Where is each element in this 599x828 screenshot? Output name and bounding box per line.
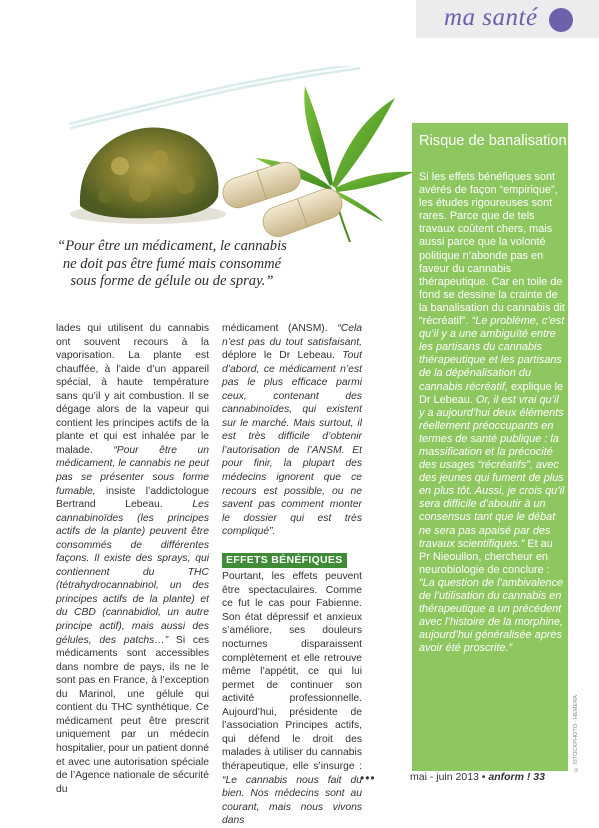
body-text: déplore le Dr Lebeau. — [222, 350, 343, 362]
quote-text: “Le cannabis nous fait du bien. Nos médecins sont au courant, mais nous vivons dans — [222, 774, 362, 827]
quote-text: “La question de l’ambivalence de l’utilisation du cannabis en thérapeutique a un précédent avec l’histoire de la morphine, aujourd’hui généralisée après avoir été proscrite.” — [419, 576, 564, 655]
quote-text: Or, il est vrai qu’il y a aujourd’hui deux éléments réellement préoccupants en termes de santé publique : la massification et la précocité des usages “récréatifs”, avec des jeunes qui fument de plus en plus tôt. Aussi, je crois qu’il sera difficile d’aboutir à un consensus tant que le débat ne sera pas apaisé par des travaux scientifiques.” — [419, 393, 565, 550]
issue-date: mai - juin 2013 • — [410, 771, 489, 783]
quote-text: “Cela n’est pas du tout satisfaisant, — [222, 323, 362, 348]
body-text: médicament (ANSM). — [222, 323, 338, 334]
quote-text: Les cannabinoïdes (les principes actifs de la plante) peuvent être consommés de différentes façons. Il existe des sprays, qui contiennent du THC (tétrahydrocannabinol, un des principes actifs de la plante) et du CBD (cannabidiol, un autre principe actif), mais aussi des gélules, des patchs…” — [56, 499, 209, 646]
pull-quote: “Pour être un médicament, le cannabis ne doit pas être fumé mais consommé sous forme de gélule ou de spray.” — [57, 238, 287, 289]
body-text: explique le Dr Lebeau. — [419, 380, 564, 406]
continuation-marker: ••• — [360, 771, 376, 785]
subheading: EFFETS BÉNÉFIQUES — [222, 553, 347, 569]
cannabis-photo — [0, 66, 418, 242]
sidebar-body — [419, 171, 566, 655]
quote-text: Tout d’abord, ce médicament n’est pas le plus efficace parmi ceux, contenant des cannabinoïdes, qui existent sur le marché. Mais surtout, il est très difficile d’obtenir l’autorisation de l’ANSM. Et pour finir, la plupart des médecins ignorent que ce recours est possible, ou ne savent pas comment monter le dossier qui est très compliqué”. — [222, 350, 362, 538]
sidebar-title: Risque de banalisation — [419, 133, 567, 149]
body-text: Pourtant, les effets peuvent être spectaculaires. Comme ce fut le cas pour Fabienne. Son état dépressif et anxieux s’améliore, ses douleurs nocturnes disparaissent complètement et elle retrouve même l’appétit, ce qui lui permet de continuer son activité professionnelle. Aujourd’hui, présidente de l’association Principes actifs, qui défend le droit des malades à utiliser du cannabis thérapeutique, elle s’insurge : — [222, 571, 362, 772]
quote-text: “Le problème, c’est qu’il y a une ambiguïté entre les partisans du cannabis thérapeutique et les partisans de la dépénalisation du cannabis récréatif, — [419, 315, 565, 393]
article-column-1 — [56, 322, 209, 796]
section-circle-icon — [549, 8, 573, 32]
quote-text: “Pour être un médicament, le cannabis ne peut pas se présenter sous forme fumable, — [56, 444, 209, 497]
photo-credit: © ISTOCKPHOTO - HEMERA — [573, 695, 579, 772]
page-footer — [410, 771, 545, 783]
body-text: insiste l’addictologue Bertrand Lebeau. — [56, 485, 209, 511]
sidebar-box — [412, 123, 568, 771]
section-title: ma santé — [444, 4, 538, 31]
body-text: Si les effets bénéfiques sont avérés de façon “empirique”, les études rigoureuses sont rares. Parce que de tels travaux coûtent chers, mais aussi parce que la volonté politique n’abonde pas en faveur du cannabis thérapeutique. Car en toile de fond se dessine la crainte de la banalisation du cannabis dit “récréatif”. — [419, 171, 565, 328]
page-number: 33 — [530, 771, 545, 783]
body-text: Si ces médicaments sont accessibles dans nombre de pays, ils ne le sont pas en France, à l’exception du Marinol, une gélule qui contient du THC synthétique. Ce médicament peut être prescrit uniquement par un médecin hospitalier, pour un patient donné et avec une autorisation spéciale de l’Agence nationale de sécurité du — [56, 634, 210, 795]
article-column-2 — [222, 322, 362, 828]
magazine-name: anform ! — [488, 771, 531, 783]
body-text: lades qui utilisent du cannabis ont souvent recours à la vaporisation. La plante est chauffée, à l’aide d’un appareil spécial, à haute température sans qu’il y ait combustion. Il se dégage alors de la vapeur qui contient les principes actifs de la plante et qui est inhalée par le malade. — [56, 323, 209, 456]
body-text: Et au Pr Nieoullon, chercheur en neurobiologie de conclure : — [419, 537, 553, 576]
